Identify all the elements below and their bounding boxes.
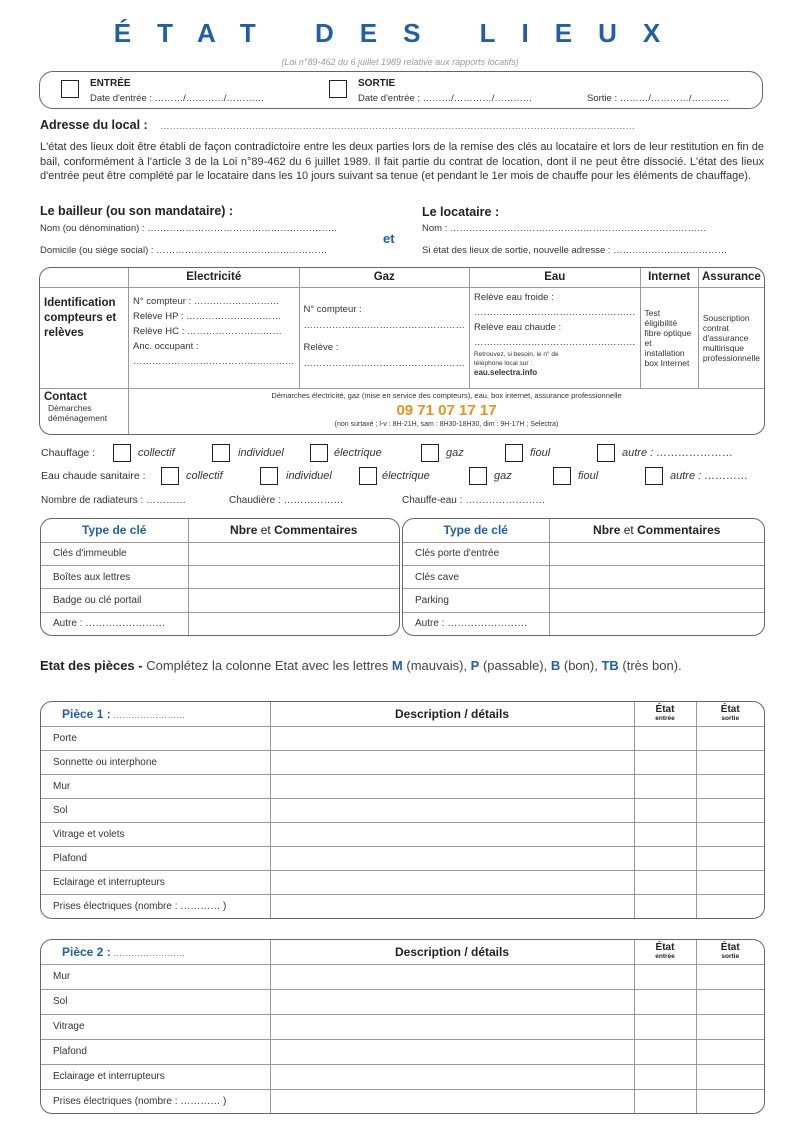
contact-hours: (non surtaxé ; l-v : 8H-21H, sam : 8H30-18H30, dim : 9H-17H ; Selectra) xyxy=(334,420,559,428)
sortie-checkbox[interactable] xyxy=(329,80,347,98)
key-row-comment[interactable] xyxy=(188,542,399,565)
room-label: Pièce 2 : xyxy=(62,944,111,959)
chauffage-gaz: gaz xyxy=(446,447,464,459)
table-row: Eclairage et interrupteurs xyxy=(41,1064,270,1089)
identification-label: Identification compteurs et relèves xyxy=(40,287,129,388)
key-row-comment[interactable] xyxy=(549,589,764,612)
etat-entree-cell[interactable] xyxy=(634,1089,696,1113)
keys-table-left xyxy=(40,518,400,636)
sortie-date[interactable]: Sortie : ………/…………/………… xyxy=(587,93,730,104)
eau-fioul-checkbox[interactable] xyxy=(553,467,571,485)
etat-entree-cell[interactable] xyxy=(634,964,696,989)
table-row: Mur xyxy=(41,774,270,798)
sortie-entry-date[interactable]: Date d'entrée : ………/…………/………… xyxy=(358,93,533,104)
etat-sortie-header: État sortie xyxy=(696,702,764,726)
entree-date[interactable]: Date d'entrée : ………/…………/………… xyxy=(90,93,265,104)
contact-phone[interactable]: 09 71 07 17 17 xyxy=(396,401,497,419)
chauffage-individuel: individuel xyxy=(238,447,284,459)
etat-entree-cell[interactable] xyxy=(634,847,696,871)
keys-nbre-header: Nbre et Commentaires xyxy=(188,519,399,542)
key-row-label: Clés porte d'entrée xyxy=(403,542,549,565)
table-row: Vitrage et volets xyxy=(41,823,270,847)
etat-sortie-cell[interactable] xyxy=(696,774,764,798)
locataire-adresse[interactable]: Si état des lieux de sortie, nouvelle adresse : ……………………………… xyxy=(422,245,728,256)
etat-sortie-cell[interactable] xyxy=(696,798,764,822)
chauffage-electrique: électrique xyxy=(334,447,382,459)
utilities-table xyxy=(39,267,765,435)
description-cell[interactable] xyxy=(270,750,634,774)
address-field[interactable]: …………………………………………………………………………………………………………………………………… xyxy=(160,121,635,132)
entree-checkbox[interactable] xyxy=(61,80,79,98)
entree-label: ENTRÉE xyxy=(90,78,131,89)
etat-sortie-cell[interactable] xyxy=(696,895,764,918)
etat-entree-cell[interactable] xyxy=(634,1039,696,1064)
header-electricite: Electricité xyxy=(129,268,300,287)
etat-entree-cell[interactable] xyxy=(634,1064,696,1089)
key-row-label: Badge ou clé portail xyxy=(41,589,188,612)
eau-site-link[interactable]: eau.selectra.info xyxy=(474,367,538,377)
description-cell[interactable] xyxy=(270,823,634,847)
chauffage-autre-checkbox[interactable] xyxy=(597,444,615,462)
description-cell[interactable] xyxy=(270,726,634,750)
etat-sortie-cell[interactable] xyxy=(696,1014,764,1039)
gaz-releve: Relève : xyxy=(303,341,339,353)
eau-collectif-checkbox[interactable] xyxy=(161,467,179,485)
description-cell[interactable] xyxy=(270,847,634,871)
elec-compteur[interactable]: N° compteur : ……………………… xyxy=(133,295,280,307)
contact-label-cell xyxy=(40,388,129,434)
etat-entree-cell[interactable] xyxy=(634,774,696,798)
assurance-cell[interactable]: Souscription contrat d'assurance multirisque professionnelle xyxy=(698,287,764,388)
table-row[interactable]: Prises électriques (nombre : ………… ) xyxy=(41,895,270,918)
etat-sortie-cell[interactable] xyxy=(696,1064,764,1089)
chauffage-autre[interactable]: autre : ………………… xyxy=(622,447,734,459)
room-label: Pièce 1 : xyxy=(62,706,111,721)
header-gaz: Gaz xyxy=(299,268,470,287)
description-cell[interactable] xyxy=(270,871,634,895)
internet-cell[interactable]: Test éligibilité fibre optique et installation box Internet xyxy=(640,287,698,388)
key-row-comment[interactable] xyxy=(549,565,764,588)
eau-chaude-field[interactable]: …………………………………………… xyxy=(474,336,636,348)
etat-entree-header: État entrée xyxy=(634,940,696,964)
eau-collectif: collectif xyxy=(186,470,223,482)
eau-chaude: Relève eau chaude : xyxy=(474,321,562,333)
header-assurance: Assurance xyxy=(698,268,764,287)
keys-nbre-header: Nbre et Commentaires xyxy=(549,519,764,542)
table-row: Sonnette ou interphone xyxy=(41,750,270,774)
description-cell[interactable] xyxy=(270,1039,634,1064)
elec-anc-occupant: Anc. occupant : xyxy=(133,340,199,352)
eau-fioul: fioul xyxy=(578,470,599,482)
chauffage-fioul: fioul xyxy=(530,447,551,459)
table-row: Plafond xyxy=(41,1039,270,1064)
eau-autre-checkbox[interactable] xyxy=(645,467,663,485)
chauffage-electrique-checkbox[interactable] xyxy=(310,444,328,462)
header-internet: Internet xyxy=(640,268,698,287)
etat-sortie-cell[interactable] xyxy=(696,1089,764,1113)
description-cell[interactable] xyxy=(270,895,634,918)
radiateurs-field[interactable]: Nombre de radiateurs : ………… xyxy=(41,495,187,506)
eau-gaz-checkbox[interactable] xyxy=(469,467,487,485)
etat-sortie-header: État sortie xyxy=(696,940,764,964)
description-cell[interactable] xyxy=(270,1089,634,1113)
sortie-label: SORTIE xyxy=(358,78,396,89)
eau-note: Retrouvez, si besoin, le n° de téléphone local sur : xyxy=(474,350,559,367)
table-row: Mur xyxy=(41,964,270,989)
etat-entree-cell[interactable] xyxy=(634,989,696,1014)
chauffage-collectif-checkbox[interactable] xyxy=(113,444,131,462)
elec-releve-hp[interactable]: Relève HP : ………………………… xyxy=(133,310,282,322)
table-row: Sol xyxy=(41,989,270,1014)
elec-releve-hc[interactable]: Relève HC : ………………………… xyxy=(133,325,282,337)
key-row-label: Clés cave xyxy=(403,565,549,588)
utilities-corner xyxy=(40,268,129,287)
etat-sortie-cell[interactable] xyxy=(696,823,764,847)
chauffage-label: Chauffage : xyxy=(41,447,96,459)
header-eau: Eau xyxy=(470,268,641,287)
key-row-comment[interactable] xyxy=(188,612,399,635)
etat-entree-cell[interactable] xyxy=(634,726,696,750)
description-header: Description / détails xyxy=(270,940,634,964)
description-cell[interactable] xyxy=(270,798,634,822)
eau-individuel: individuel xyxy=(286,470,332,482)
eau-froide-field[interactable]: …………………………………………… xyxy=(474,306,636,318)
bailleur-domicile[interactable]: Domicile (ou siège social) : ……………………………………………… xyxy=(40,245,328,256)
contact-sub: Démarches déménagement xyxy=(48,402,108,423)
rooms-instructions: Etat des pièces - Complétez la colonne Etat avec les lettres M (mauvais), P (passable), B (bon), TB (très bon). xyxy=(40,658,682,673)
gaz-cell[interactable] xyxy=(299,287,470,388)
keys-table-right xyxy=(402,518,765,636)
chauffage-individuel-checkbox[interactable] xyxy=(212,444,230,462)
gaz-releve-field[interactable]: …………………………………………… xyxy=(303,357,465,369)
eau-cell[interactable] xyxy=(470,287,641,388)
address-label: Adresse du local : xyxy=(40,118,148,132)
contact-cell xyxy=(129,388,765,434)
eau-froide: Relève eau froide : xyxy=(474,291,554,303)
etat-entree-cell[interactable] xyxy=(634,798,696,822)
contact-desc: Démarches électricité, gaz (mise en service des compteurs), eau, box internet, assurance professionnelle xyxy=(271,390,622,400)
eau-electrique-checkbox[interactable] xyxy=(359,467,377,485)
etat-entree-cell[interactable] xyxy=(634,871,696,895)
etat-sortie-cell[interactable] xyxy=(696,964,764,989)
description-cell[interactable] xyxy=(270,774,634,798)
elec-cell[interactable] xyxy=(129,287,300,388)
table-row: Plafond xyxy=(41,847,270,871)
parties-et: et xyxy=(383,231,395,246)
room-label-cell[interactable]: Pièce 1 : …………………… xyxy=(41,702,270,726)
etat-entree-cell[interactable] xyxy=(634,750,696,774)
intro-paragraph: L'état des lieux doit être établi de façon contradictoire entre les deux parties lors de la remise des clés au locataire et lors de leur restitution en fin de bail, conformément à l'article 3 de la Loi n°89-462 du 6 juillet 1989. Il fait partie du contrat de location, dont il ne peut être dissocié. L'état des lieux d'entrée peut être complété par le locataire dans les 10 jours suivant sa tenue (et pendant le 1er mois de chauffe pour les éléments de chauffage). xyxy=(40,141,764,182)
table-row[interactable]: Prises électriques (nombre : ………… ) xyxy=(41,1089,270,1113)
room-2-table xyxy=(40,939,765,1114)
key-row-label[interactable]: Autre : …………………… xyxy=(403,612,549,635)
locataire-title: Le locataire : xyxy=(422,205,500,219)
room-1-table xyxy=(40,701,765,919)
etat-entree-cell[interactable] xyxy=(634,895,696,918)
gaz-compteur-field[interactable]: …………………………………………… xyxy=(303,319,465,331)
gaz-compteur: N° compteur : xyxy=(303,303,362,315)
etat-entree-cell[interactable] xyxy=(634,823,696,847)
eau-individuel-checkbox[interactable] xyxy=(260,467,278,485)
bailleur-nom[interactable]: Nom (ou dénomination) : …………………………………………………… xyxy=(40,223,338,234)
key-row-comment[interactable] xyxy=(188,589,399,612)
table-row: Sol xyxy=(41,798,270,822)
etat-sortie-cell[interactable] xyxy=(696,750,764,774)
chauffage-gaz-checkbox[interactable] xyxy=(421,444,439,462)
keys-type-header: Type de clé xyxy=(41,519,188,542)
key-row-comment[interactable] xyxy=(549,612,764,635)
bailleur-title: Le bailleur (ou son mandataire) : xyxy=(40,204,234,218)
etat-entree-cell[interactable] xyxy=(634,1014,696,1039)
locataire-nom[interactable]: Nom : ……………………………………………………………………… xyxy=(422,223,707,234)
etat-sortie-cell[interactable] xyxy=(696,847,764,871)
key-row-label: Boîtes aux lettres xyxy=(41,565,188,588)
key-row-label[interactable]: Autre : …………………… xyxy=(41,612,188,635)
room-label-cell[interactable]: Pièce 2 : …………………… xyxy=(41,940,270,964)
chauffage-collectif: collectif xyxy=(138,447,175,459)
table-row: Eclairage et interrupteurs xyxy=(41,871,270,895)
elec-anc-occupant-field[interactable]: …………………………………………… xyxy=(133,355,295,367)
contact-label: Contact xyxy=(44,390,87,403)
description-cell[interactable] xyxy=(270,964,634,989)
table-row: Vitrage xyxy=(41,1014,270,1039)
chauffage-fioul-checkbox[interactable] xyxy=(505,444,523,462)
eau-chaude-label: Eau chaude sanitaire : xyxy=(41,470,146,482)
page-title: ÉTAT DES LIEUX xyxy=(113,18,687,48)
description-header: Description / détails xyxy=(270,702,634,726)
keys-type-header: Type de clé xyxy=(403,519,549,542)
description-cell[interactable] xyxy=(270,989,634,1014)
key-row-label: Parking xyxy=(403,589,549,612)
description-cell[interactable] xyxy=(270,1014,634,1039)
eau-gaz: gaz xyxy=(494,470,512,482)
page-subtitle: (Loi n°89-462 du 6 juillet 1989 relative aux rapports locatifs) xyxy=(281,57,519,67)
key-row-comment[interactable] xyxy=(549,542,764,565)
etat-sortie-cell[interactable] xyxy=(696,726,764,750)
eau-electrique: électrique xyxy=(382,470,430,482)
chaudiere-field[interactable]: Chaudière : ……………… xyxy=(229,495,344,506)
etat-sortie-cell[interactable] xyxy=(696,871,764,895)
etat-sortie-cell[interactable] xyxy=(696,1039,764,1064)
eau-autre[interactable]: autre : ………… xyxy=(670,470,749,482)
key-row-label: Clés d'immeuble xyxy=(41,542,188,565)
etat-entree-header: État entrée xyxy=(634,702,696,726)
key-row-comment[interactable] xyxy=(188,565,399,588)
description-cell[interactable] xyxy=(270,1064,634,1089)
chauffe-eau-field[interactable]: Chauffe-eau : …………………… xyxy=(402,495,546,506)
table-row: Porte xyxy=(41,726,270,750)
etat-sortie-cell[interactable] xyxy=(696,989,764,1014)
